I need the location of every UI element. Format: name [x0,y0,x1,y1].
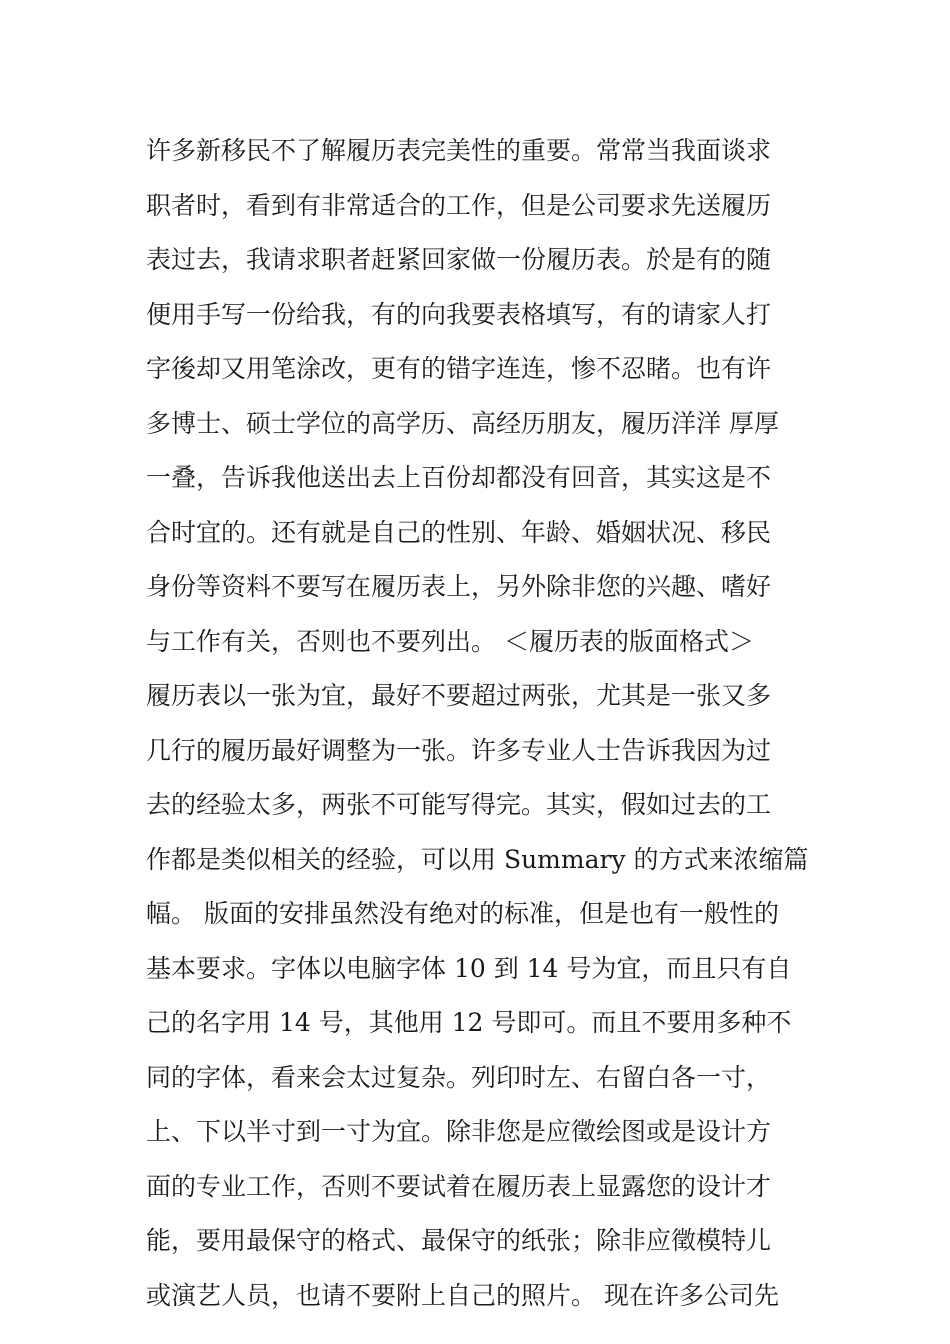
text-line: 一叠，告诉我他送出去上百份却都没有回音，其实这是不 [146,463,772,492]
text-line: 表过去，我请求职者赶紧回家做一份履历表。於是有的随 [146,245,772,274]
text-line: 面的专业工作，否则不要试着在履历表上显露您的设计才 [146,1171,772,1201]
text-line: 履历表以一张为宜，最好不要超过两张，尤其是一张又多 [146,681,772,710]
text-line: 同的字体，看来会太过复杂。列印时左、右留白各一寸， [146,1062,772,1092]
text-line: 去的经验太多，两张不可能写得完。其实，假如过去的工 [146,790,772,819]
text-line: 职者时，看到有非常适合的工作，但是公司要求先送履历 [146,190,772,220]
text-line: 或演艺人员，也请不要附上自己的照片。 现在许多公司先 [146,1280,779,1310]
text-line: 幅。 版面的安排虽然没有绝对的标准，但是也有一般性的 [146,899,779,928]
text-line: 能，要用最保守的格式、最保守的纸张；除非应徵模特儿 [146,1226,772,1255]
text-line: 上、下以半寸到一寸为宜。除非您是应徵绘图或是设计方 [146,1117,772,1146]
text-line: 许多新移民不了解履历表完美性的重要。常常当我面谈求 [146,136,772,165]
text-line: 作都是类似相关的经验，可以用 Summary 的方式来浓缩篇 [146,844,809,874]
text-line: 合时宜的。还有就是自己的性别、年龄、婚姻状况、移民 [146,517,772,547]
text-line: 身份等资料不要写在履历表上，另外除非您的兴趣、嗜好 [146,572,772,601]
text-line: 己的名字用 14 号，其他用 12 号即可。而且不要用多种不 [146,1008,792,1037]
text-line: 字後却又用笔涂改，更有的错字连连，惨不忍睹。也有许 [146,354,772,383]
text-line: 基本要求。字体以电脑字体 10 到 14 号为宜，而且只有自 [146,953,792,983]
text-line: 几行的履历最好调整为一张。许多专业人士告诉我因为过 [146,735,772,765]
text-line: 多博士、硕士学位的高学历、高经历朋友，履历洋洋 厚厚 [146,408,779,438]
text-line: 与工作有关，否则也不要列出。 ＜履历表的版面格式＞ [146,626,754,656]
text-line: 便用手写一份给我，有的向我要表格填写，有的请家人打 [146,299,772,329]
body-text [146,124,811,1323]
